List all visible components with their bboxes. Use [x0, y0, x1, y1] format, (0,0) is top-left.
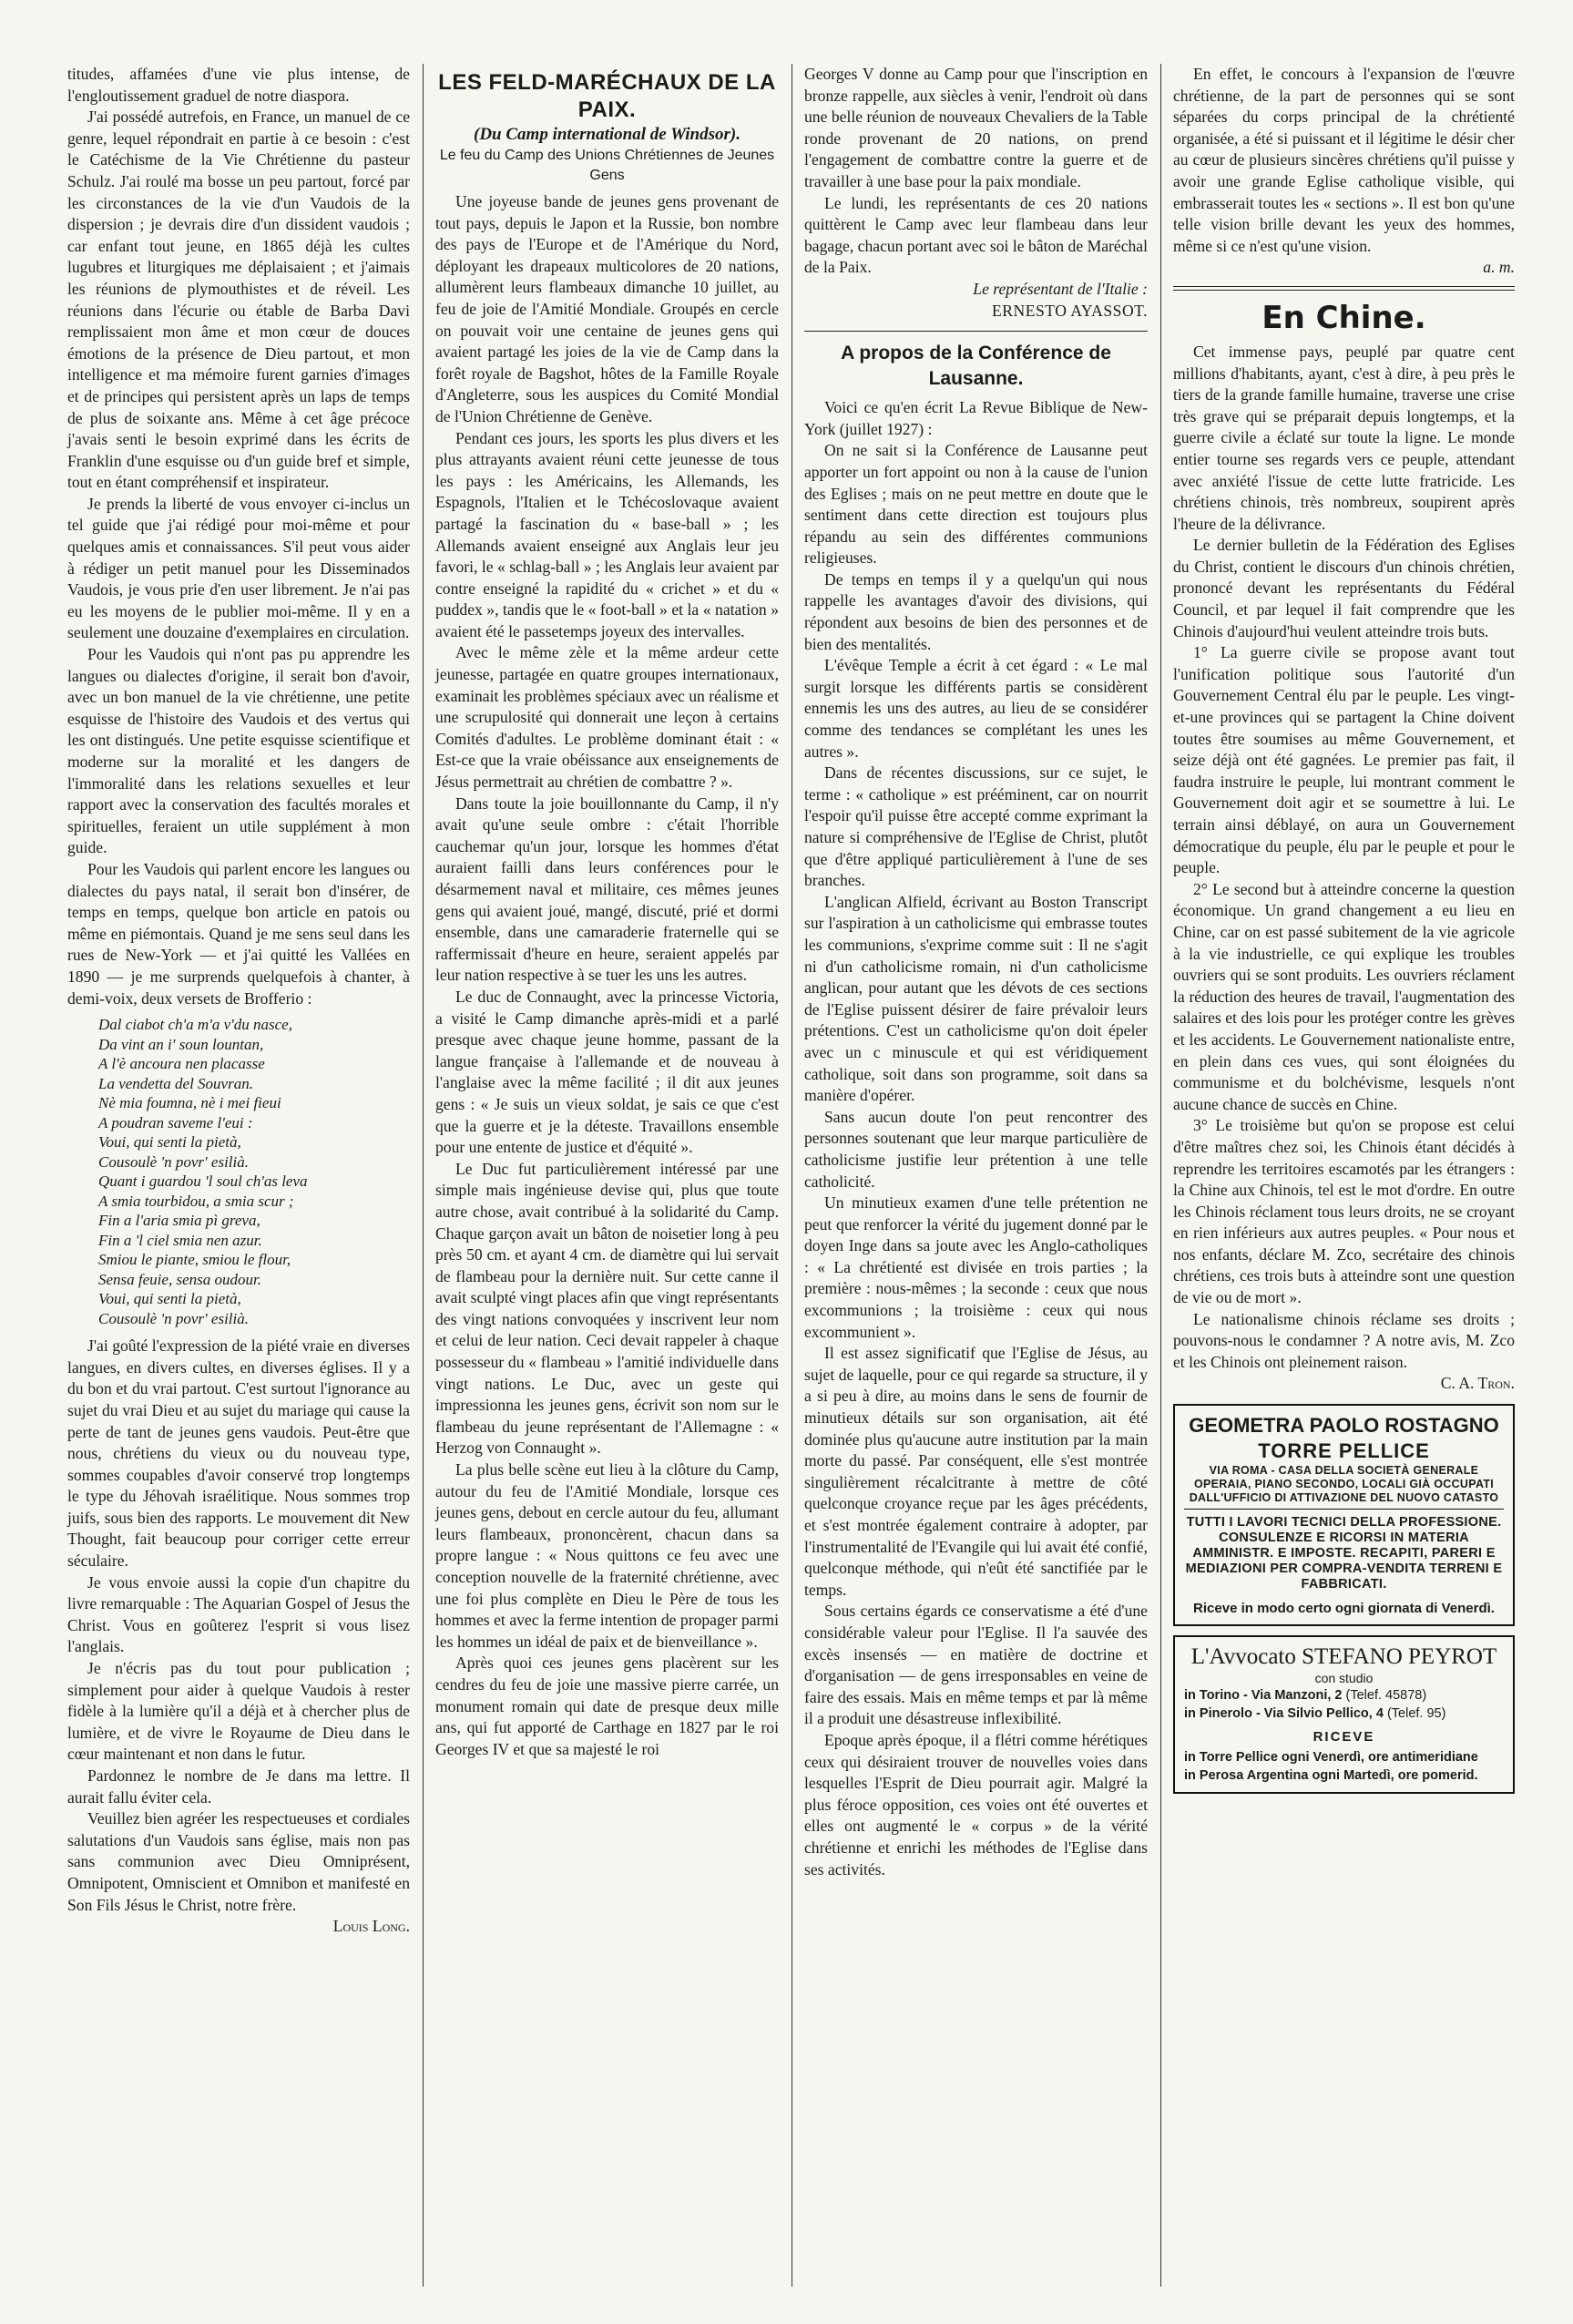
paragraph: Je prends la liberté de vous envoyer ci-inclus un tel guide que j'ai rédigé pour moi-même et pour quelques amis et connaissances. S'il peut vous aider à rédiger un petit manuel pour les Disseminados Vaudois, je vous prie d'en user librement. Je n'ai pas eu les moyens de le publier moi-même. Il y en a seulement une douzaine d'exemplaires en circulation. — [67, 494, 410, 642]
column-4 — [1160, 64, 1527, 2287]
paragraph: Je n'écris pas du tout pour publication ; simplement pour aider à quelque Vaudois à rester fidèle à la lumière qu'il a déjà et à chercher plus de lumière, et de vivre le Royaume de Dieu dans le cœur maintenant et non dans le futur. — [67, 1659, 410, 1764]
paragraph: Le dernier bulletin de la Fédération des Eglises du Christ, contient le discours d'un chinois chrétien, prononcé devant les représentants du Fédéral Council, et par lequel il fait comprendre que les Chinois d'aujourd'hui veulent atteindre trois buts. — [1173, 536, 1515, 640]
ad-phone: (Telef. 95) — [1386, 1706, 1446, 1722]
advertisement-rostagno — [1173, 1404, 1515, 1626]
ad-office-row — [1184, 1705, 1504, 1723]
paragraph: L'anglican Alfield, écrivant au Boston Transcript sur l'aspiration à un catholicisme qui embrasse toutes les communions, s'exprime comme suit : Il ne s'agit ni d'un catholicisme romain, ni d'un catholicisme anglican, pour autant que les dévots de ces sections de l'Eglise puissent désirer de faire prévaloir leurs prétentions. C'est un catholicisme qu'on doit épeler avec un c minuscule et qui est véridiquement catholique, soit dans son programme, soit dans sa manière d'opérer. — [804, 892, 1148, 1105]
ad-office: in Torino - Via Manzoni, 2 — [1184, 1688, 1343, 1704]
paragraph: Dans toute la joie bouillonnante du Camp, il n'y avait qu'une seule ombre : c'était l'horrible cauchemar qu'un jour, lorsque les hommes d'état auraient failli dans leurs conférences pour le désarmement naval et militaire, ces mêmes jeunes gens qui avaient joué, mangé, discuté, prié et dormi ensemble, dans une camaraderie fraternelle qui se raffermissait d'heure en heure, seraient appelés par leur nation respective à se tuer les uns les autres. — [435, 793, 779, 985]
author-initials: a. m. — [1483, 258, 1515, 277]
paragraph: Veuillez bien agréer les respectueuses et cordiales salutations d'un Vaudois sans église, mais non pas sans communion avec Dieu Omniprésent, Omnipotent, Omniscient et Omnibon et manifesté en Son Fils Jésus le Christ, notre frère. — [67, 1809, 410, 1914]
poem-line: Voui, qui senti la pietà, — [98, 1133, 241, 1152]
paragraph: J'ai possédé autrefois, en France, un manuel de ce genre, lequel répondrait en partie à ce besoin : c'est le Catéchisme de la Vie Chrétienne du pasteur Schulz. J'ai roulé ma bosse un peu partout, forcé par les circonstances de la vie d'un Vaudois de la dispersion ; je devrais dire d'un dissident vaudois ; car enfant tout jeune, en 1865 déjà les cultes lugubres et liturgiques me déplaisaient ; et j'aimais les réunions de plymouthistes et de réveil. Les réunions dans l'écurie ou étable de Barba Davi remplissaient mon âme et mon cœur de douces émotions de la présence de Dieu partout, et mon intelligence et ma mémoire furent garnies d'images et de principes qui persistent après un laps de temps de plus de soixante ans. Même à cet âge précoce j'avais senti le besoin exprimé dans les écrits de Franklin d'une esquisse ou d'un guide bref et simple, tout en étant compréhensif et inspirateur. — [67, 107, 410, 492]
poem-line: A smia tourbidou, a smia scur ; — [98, 1192, 294, 1210]
paragraph: Dans de récentes discussions, sur ce sujet, le terme : « catholique » est prééminent, car on nourrit l'espoir qu'il puisse être accepté comme exprimant la nature si compréhensive de l'Eglise de Christ, plutôt que d'être appliqué particulièrement à l'une de ses branches. — [804, 763, 1148, 890]
paragraph: titudes, affamées d'une vie plus intense, de l'engloutissement graduel de notre diaspora. — [67, 65, 410, 105]
paragraph: Pardonnez le nombre de Je dans ma lettre. Il aurait fallu éviter cela. — [67, 1766, 410, 1807]
paragraph: J'ai goûté l'expression de la piété vraie en diverses langues, en divers cultes, en diverses églises. Il y a du bon et du vrai partout. C'est surtout l'ignorance au sujet du vrai Dieu et au sujet du mariage qui cause la perte de tant de jeunes gens vaudois. Peut-être que nous, chrétiens du vieux ou du nouveau type, sommes coupables d'avoir conservé trop longtemps le type du Jéhovah israélitique. Nous sommes trop juifs, sous bien des rapports. Le mouvement dit New Thought, fait beaucoup pour corriger cette erreur séculaire. — [67, 1336, 410, 1571]
ad-town: TORRE PELLICE — [1258, 1439, 1430, 1463]
paragraph: Voici ce qu'en écrit La Revue Biblique de New-York (juillet 1927) : — [804, 398, 1148, 438]
section-divider — [804, 331, 1148, 332]
poem-line: Quant i guardou 'l soul ch'as leva — [98, 1172, 308, 1191]
paragraph: Je vous envoie aussi la copie d'un chapitre du livre remarquable : The Aquarian Gospel of Jesus the Christ. Vous en goûterez l'esprit si vous lisez l'anglais. — [67, 1572, 410, 1656]
article-subtitle: (Du Camp international de Windsor). — [474, 125, 741, 144]
newspaper-page — [55, 64, 1527, 2287]
representative-name: ERNESTO AYASSOT. — [992, 301, 1148, 320]
ad-name: L'Avvocato STEFANO PEYROT — [1190, 1644, 1497, 1670]
ad-subtitle: con studio — [1314, 1671, 1374, 1686]
poem-line: La vendetta del Souvran. — [98, 1074, 253, 1092]
ad-hours: in Perosa Argentina ogni Martedì, ore pomerid. — [1184, 1767, 1478, 1783]
paragraph: Georges V donne au Camp pour que l'inscription en bronze rappelle, aux siècles à venir, l'endroit où dans une belle réunion de nouveaux Chevaliers de la Table ronde provenant de 20 nations, on prend l'engagement de combattre contre la guerre et de travailler à une base pour la paix mondiale. — [804, 65, 1148, 190]
ad-phone: (Telef. 45878) — [1345, 1688, 1427, 1704]
poem-line: Da vint an i' soun lountan, — [98, 1035, 264, 1053]
signature: C. A. Tron. — [1440, 1374, 1515, 1393]
poem-line: Cousoulè 'n povr' esilià. — [98, 1152, 249, 1171]
article-title: A propos de la Conférence de Lausanne. — [841, 343, 1111, 390]
column-2 — [423, 64, 792, 2287]
paragraph: Il est assez significatif que l'Eglise de Jésus, au sujet de laquelle, pour ce qui regarde sa structure, il y a si peu à dire, au moins dans le sens de fournir de minutieux détails sur son organisation, ait été dominée plus qu'aucune autre institution par la main morte du passé. Par conséquent, elle s'est montrée singulièrement récalcitrante à mettre de côté quelconque croyance reçue par les âges précédents, et s'est montrée également contraire à adopter, par l'instrumentalité de l'Evangile qui lui avait été confié, quelconque méthode, qui n'eût été sanctifiée par le temps. — [804, 1344, 1148, 1599]
paragraph: Pour les Vaudois qui n'ont pas pu apprendre les langues ou dialectes d'origine, il serait bon d'avoir, avec un bon manuel de la vie chrétienne, une petite esquisse de l'histoire des Vaudois et des vertus qui les ont distingués. Une petite esquisse scientifique et moderne sur la moralité et les dangers de l'immoralité dans les relations sexuelles et leur rapport avec la conservation des facultés morales et spirituelles, feraient un utile supplément à mon guide. — [67, 645, 410, 857]
ad-hours: in Torre Pellice ogni Venerdì, ore antimeridiane — [1184, 1749, 1478, 1765]
paragraph: Une joyeuse bande de jeunes gens provenant de tout pays, depuis le Japon et la Russie, bon nombre des pays de l'Europe et de l'Amérique du Nord, déployant les drapeaux multicolores de 20 nations, allumèrent leurs flambeaux dimanche 10 juillet, au feu de joie de l'Amitié Mondiale. Groupés en cercle on pouvait voir une centaine de jeunes gens qui avaient partagé les joies de la vie de Camp dans la forêt royale de Bagshot, hôtes de la Famille Royale d'Angleterre, sous les auspices du Comité Mondial de l'Union Chrétienne de Genève. — [435, 192, 779, 425]
paragraph: Epoque après époque, il a flétri comme hérétiques ceux qui désiraient trouver de nouvelles voies dans lesquelles l'Esprit de Dieu pourrait agir. Malgré la plus féroce opposition, ces voies ont été ouvertes et elles ont augmenté le « corpus » de la vérité chrétienne et enrichi les méthodes de l'Eglise dans ses activités. — [804, 1730, 1148, 1879]
ad-office-row — [1184, 1686, 1504, 1705]
paragraph: En effet, le concours à l'expansion de l'œuvre chrétienne, de la part de personnes qui se sont séparées du corps principal de la chrétienté organisée, a été si puissant et il légitime le désir cher au cœur de plusieurs sincères chrétiens qu'il puisse y avoir une grande Eglise catholique visible, qui embrasserait toutes les « sections ». Il est bon qu'une telle vision brille devant les yeux des hommes, même si ce n'est qu'une vision. — [1173, 65, 1515, 255]
signature: Louis Long. — [332, 1917, 410, 1936]
poem-line: Voui, qui senti la pietà, — [98, 1290, 241, 1308]
poem-line: A l'è ancoura nen placasse — [98, 1055, 265, 1073]
poem-line: Smiou le piante, smiou le flour, — [98, 1251, 291, 1269]
advertisement-peyrot — [1173, 1635, 1515, 1794]
poem-line: Nè mia foumna, nè i mei fieui — [98, 1094, 281, 1112]
section-divider — [1173, 286, 1515, 291]
article-kicker: Le feu du Camp des Unions Chrétiennes de Jeunes Gens — [439, 148, 775, 183]
ad-note: Riceve in modo certo ogni giornata di Venerdì. — [1193, 1601, 1495, 1617]
paragraph: De temps en temps il y a quelqu'un qui nous rappelle les avantages d'avoir des divisions, qui répondent aux besoins de bien des personnes et de bien des mentalités. — [804, 569, 1148, 653]
poem-line: Cousoulè 'n povr' esilià. — [98, 1309, 249, 1327]
ad-divider — [1184, 1509, 1504, 1510]
paragraph: L'évêque Temple a écrit à cet égard : « Le mal surgit lorsque les différents partis se considèrent ennemis les uns des autres, au lieu de se considérer comme des tendances se complétant les unes les autres ». — [804, 656, 1148, 761]
poem-line: A poudran saveme l'eui : — [98, 1113, 253, 1131]
paragraph: Sous certains égards ce conservatisme a été d'une considérable valeur pour l'Eglise. Il l'a sauvée des excès insensés — en matière de doctrine et d'organisation — de gens irresponsables en veine de faire des essais. Mais en même temps et par là même il a produit une désastreuse inflexibilité. — [804, 1602, 1148, 1728]
paragraph: 1° La guerre civile se propose avant tout l'unification politique sous l'autorité d'un Gouvernement Central élu par le peuple. Les vingt-et-une provinces qui se partagent la Chine doivent toutes être soumises au même Gouvernement, et seize déjà ont été gagnées. Le premier pas fait, il faudra instruire le peuple, lui montrant comment le Gouvernement doit agir et se soumettre à lui. Le terrain ainsi déblayé, on aura un Gouvernement démocratique du peuple, élu par le peuple et pour le peuple. — [1173, 643, 1515, 877]
poem-brofferio — [98, 1015, 410, 1328]
article-title: En Chine. — [1261, 299, 1426, 336]
paragraph: Le duc de Connaught, avec la princesse Victoria, a visité le Camp dimanche après-midi et a parlé presque avec chaque jeune homme, passant de la langue française à l'allemande et de nouveau à l'anglaise avec la même facilité ; il dit aux jeunes gens : « Je suis un vieux soldat, je sais ce que c'est que la guerre et je la déteste. Travaillons ensemble pour une entente de justice et d'équité ». — [435, 987, 779, 1157]
paragraph: Pendant ces jours, les sports les plus divers et les plus attrayants avaient réuni cette jeunesse de tous les pays : les Américains, les Allemands, les Espagnols, l'Italien et le Tchécoslovaque avaient partagé la fascination du « base-ball » ; les Allemands avaient enseigné aux Anglais leur jeu favori, le « schlag-ball » ; les Anglais leur avaient par contre enseigné la rapidité du « crichet » et du « puddex », tandis que le « foot-ball » et la « natation » avaient été le passetemps joyeux des intervalles. — [435, 428, 779, 640]
article-title: LES FELD-MARÉCHAUX DE LA PAIX. — [438, 70, 776, 122]
paragraph: On ne sait si la Conférence de Lausanne peut apporter un fort appoint ou non à la cause de l'union des Eglises ; mais on ne peut mettre en doute que le sentiment dans cette direction est toujours plus répandu au sein des différentes communions religieuses. — [804, 441, 1148, 568]
paragraph: Un minutieux examen d'une telle prétention ne peut que renforcer la vérité du jugement donné par le doyen Inge dans sa joute avec les Anglo-catholiques : « La chrétienté est divisée en trois parties ; la première : nous-mêmes ; la seconde : ceux que nous excommunions ; la troisième : ceux qui nous excommunient ». — [804, 1193, 1148, 1341]
representative-label: Le représentant de l'Italie : — [973, 279, 1148, 298]
paragraph: 3° Le troisième but qu'on se propose est celui d'être maîtres chez soi, les Chinois étant décidés à reprendre les territoires escamotés par les étrangers : la Chine aux Chinois, tel est le mot d'ordre. En outre les Chinois réclament tous leurs droits, ne se croyant en rien inférieurs aux autres peuples. « Pour nous et nos enfants, déclare M. Zco, secrétaire des chinois chrétiens, ces trois buts à atteindre sont une question de vie ou de mort ». — [1173, 1116, 1515, 1307]
paragraph: Pour les Vaudois qui parlent encore les langues ou dialectes du pays natal, il serait bon d'insérer, de temps en temps, quelque bon article en patois ou même en piémontais. Quand je me sens seul dans les rues de New-York — et j'ai quitté les Vallées en 1890 — je me surprends quelquefois à chanter, à demi-voix, deux versets de Brofferio : — [67, 859, 410, 1008]
poem-line: Fin a 'l ciel smia nen azur. — [98, 1231, 262, 1249]
poem-line: Dal ciabot ch'a m'a v'du nasce, — [98, 1016, 292, 1034]
paragraph: Le Duc fut particulièrement intéressé par une simple mais ingénieuse devise qui, plus que toute autre chose, avait contribué à la solidarité du Camp. Chaque garçon avait un bâton de noisetier long à peu près 50 cm. et ayant 4 cm. de diamètre qui lui servait de flambeau pour la dernière nuit. Sur cette canne il avait sculpté vingt places afin que vingt représentants des vingt nations convoquées y inscrivent leur nom et celui de leur nation. Ceci devait rappeler à chaque possesseur du « flambeau » l'amitié individuelle dans vingt nations. Le Duc, avec un geste qui impressionna les jeunes gens, écrivit son nom sur le flambeau du jeune représentant de l'Allemagne : « Herzog von Connaught ». — [435, 1159, 779, 1458]
paragraph: 2° Le second but à atteindre concerne la question économique. Un grand changement a eu lieu en Chine, car on est passé subitement de la vie agricole à la vie industrielle, ce qui explique les troubles ouvriers qui se sont produits. Les ouvriers réclament la réduction des heures de travail, l'augmentation des salaires et des lois pour les protéger contre les grèves et les accidents. Le Gouvernement nationaliste entre, en plein dans ces vues, qui sont éloignées du communisme et du bolchévisme, lesquels n'ont aucune chance de succès en Chine. — [1173, 879, 1515, 1113]
paragraph: Le nationalisme chinois réclame ses droits ; pouvons-nous le condamner ? A notre avis, M. Zco et les Chinois ont pleinement raison. — [1173, 1309, 1515, 1371]
ad-name: GEOMETRA PAOLO ROSTAGNO — [1189, 1414, 1499, 1438]
column-3 — [792, 64, 1160, 2287]
ad-office: in Pinerolo - Via Silvio Pellico, 4 — [1184, 1706, 1384, 1722]
paragraph: Le lundi, les représentants de ces 20 nations quittèrent le Camp avec leur flambeau dans leur bagage, chacun portant avec soi le bâton de Maréchal de la Paix. — [804, 193, 1148, 277]
ad-riceve: RICEVE — [1313, 1729, 1375, 1746]
poem-line: Sensa feuie, sensa oudour. — [98, 1270, 261, 1288]
poem-line: Fin a l'aria smia pì greva, — [98, 1212, 260, 1230]
paragraph: Après quoi ces jeunes gens placèrent sur les cendres du feu de joie une massive pierre carrée, un monument romain qui date de presque deux mille ans, qui fut apporté de Carthage en 1827 par le roi Georges IV et que sa majesté le roi — [435, 1653, 779, 1758]
paragraph: Cet immense pays, peuplé par quatre cent millions d'habitants, ayant, c'est à dire, à peu près le tiers de la grande famille humaine, traverse une crise très grave qui se préparait depuis longtemps, et la guerre civile a éclaté sur toute la ligne. Le monde entier tourne ses regards vers ce peuple, attendant avec anxiété l'issue de cette lutte fratricide. Les chrétiens chinois, très nombreux, soupirent après l'heure de la délivrance. — [1173, 342, 1515, 533]
paragraph: La plus belle scène eut lieu à la clôture du Camp, autour du feu de l'Amitié Mondiale, lorsque ces jeunes gens, debout en cercle autour du feu, allumant leurs flambeaux, prononcèrent, chacun dans sa propre langue : « Nous quittons ce feu avec une conception nouvelle de la fraternité chrétienne, avec une foi plus complète en Dieu le Père de tous les hommes et avec la ferme intention de propager parmi les hommes un idéal de paix et de bienveillance ». — [435, 1460, 779, 1651]
paragraph: Avec le même zèle et la même ardeur cette jeunesse, partagée en quatre groupes internationaux, examinait les problèmes spéciaux avec un réalisme et une scrupulosité qui donnerait une leçon à certains Comités d'adultes. Le problème dominant était : « Est-ce que la vraie obéissance aux enseignements de Jésus permettrait au chrétien de combattre ? ». — [435, 643, 779, 792]
ad-services: TUTTI I LAVORI TECNICI DELLA PROFESSIONE. CONSULENZE E RICORSI IN MATERIA AMMINISTR. E IMPOSTE. RECAPITI, PARERI E MEDIAZIONI PER COMPRA-VENDITA TERRENI E FABBRICATI. — [1185, 1515, 1503, 1592]
ad-address: VIA ROMA - CASA DELLA SOCIETÀ GENERALE OPERAIA, PIANO SECONDO, LOCALI GIÀ OCCUPATI DALL'UFFICIO DI ATTIVAZIONE DEL NUOVO CATASTO — [1189, 1464, 1499, 1505]
paragraph: Sans aucun doute l'on peut rencontrer des personnes soutenant que leur marque particulière de catholicisme justifie leur prétention à une telle catholicité. — [804, 1107, 1148, 1191]
column-1 — [55, 64, 423, 2287]
